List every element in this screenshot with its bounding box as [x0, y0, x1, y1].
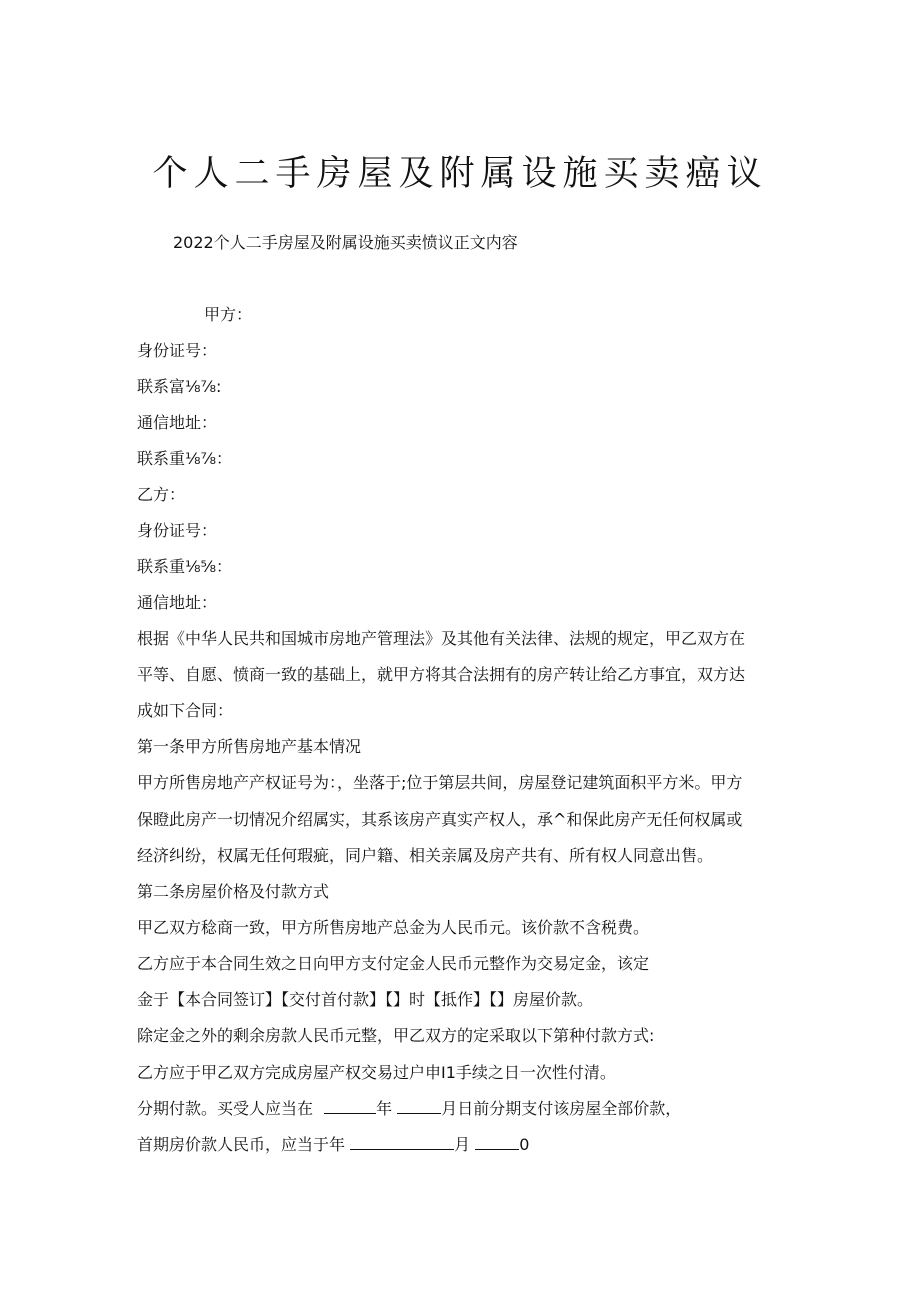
installment-line	[137, 1099, 681, 1119]
preamble-line-2: 平等、自愿、愤商一致的基础上，就甲方将其合法拥有的房产转让给乙方事宜，双方达	[137, 665, 746, 684]
party-a-address: 通信地址：	[137, 413, 218, 432]
document-subtitle: 2022个人二手房屋及附属设施买卖愤议正文内容	[173, 233, 518, 252]
installment-text-1: 分期付款。买受人应当在	[137, 1099, 314, 1118]
installment-text-3: 月日前分期支付该房屋全部价款，	[441, 1099, 682, 1118]
party-a-label: 甲方：	[204, 305, 253, 324]
party-b-label: 乙方：	[137, 485, 186, 504]
year-blank	[324, 1099, 376, 1114]
party-a-phone: 联系富⅛⅞:	[137, 377, 222, 396]
article-2-line-2: 乙方应于本合同生效之日向甲方支付定金人民币元整作为交易定金，该定	[137, 954, 650, 973]
party-a-phone-2: 联系重⅛⅞：	[137, 449, 233, 468]
article-2-heading: 第二条房屋价格及付款方式	[137, 882, 330, 901]
first-payment-text-2: 月	[454, 1135, 471, 1154]
first-payment-day-blank	[475, 1135, 519, 1150]
preamble-line-3: 成如下合同：	[137, 701, 234, 720]
article-2-line-3: 金于【本合同签订】【交付首付款】【】时【抵作】【】房屋价款。	[137, 990, 594, 1009]
first-payment-month-blank	[350, 1135, 454, 1150]
article-1-line-2: 保瞪此房产一切情况介绍属实，其系该房产真实产权人，承^和保此房产无任何权属或	[137, 810, 743, 829]
article-1-line-3: 经济纠纷，权属无任何瑕疵，同户籍、相关亲属及房产共有、所有权人同意出售。	[137, 846, 714, 865]
article-2-line-4: 除定金之外的剩余房款人民币元整，甲乙双方的定采取以下第种付款方式:	[137, 1026, 655, 1045]
document-title: 个人二手房屋及附属设施买卖癌议	[152, 154, 768, 194]
party-a-id-number: 身份证号：	[137, 341, 218, 360]
party-b-address: 通信地址：	[137, 593, 218, 612]
article-1-heading: 第一条甲方所售房地产基本情况	[137, 737, 362, 756]
first-payment-text-1: 首期房价款人民币，应当于年	[137, 1135, 346, 1154]
party-b-phone: 联系重⅛⅝：	[137, 557, 233, 576]
article-2-line-1: 甲乙双方稔商一致，甲方所售房地产总金为人民币元。该价款不含税费。	[137, 918, 650, 937]
article-1-line-1: 甲方所售房地产产权证号为：，坐落于;位于第层共间，房屋登记建筑面积平方米。甲方	[137, 773, 743, 792]
article-2-line-5: 乙方应于甲乙双方完成房屋产权交易过户申I1手续之日一次性付清。	[137, 1063, 616, 1082]
preamble-line-1: 根据《中华人民共和国城市房地产管理法》及其他有关法律、法规的规定，甲乙双方在	[137, 629, 746, 648]
first-payment-line	[137, 1135, 529, 1155]
month-blank	[397, 1099, 441, 1114]
party-b-id-number: 身份证号：	[137, 521, 218, 540]
installment-text-2: 年	[376, 1099, 393, 1118]
first-payment-text-3: 0	[519, 1135, 530, 1154]
